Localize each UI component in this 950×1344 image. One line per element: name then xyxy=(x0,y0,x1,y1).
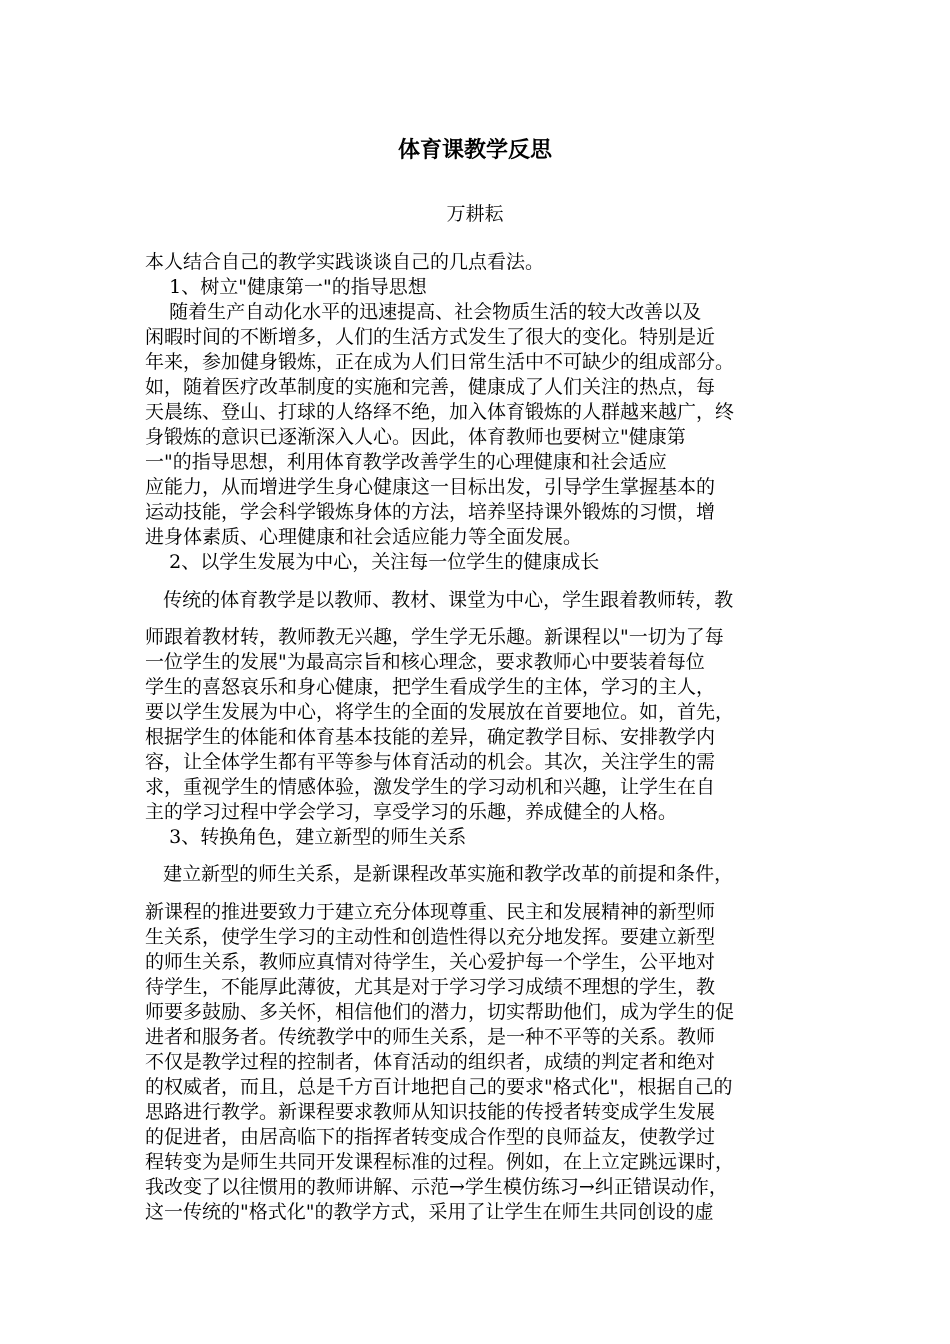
text-line: 求，重视学生的情感体验，激发学生的学习动机和兴趣，让学生在自 xyxy=(145,776,716,798)
text-line: 随着生产自动化水平的迅速提高、社会物质生活的较大改善以及 xyxy=(145,301,702,323)
text-line: 程转变为是师生共同开发课程标准的过程。例如，在上立定跳远课时， xyxy=(145,1151,735,1173)
text-line: 天晨练、登山、打球的人络绎不绝，加入体育锻炼的人群越来越广，终 xyxy=(145,401,735,423)
text-line: 传统的体育教学是以教师、教材、课堂为中心，学生跟着教师转，教 xyxy=(145,589,734,611)
text-line: 身锻炼的意识已逐渐深入人心。因此，体育教师也要树立"健康第 xyxy=(145,426,686,448)
text-line: 学生的喜怒哀乐和身心健康，把学生看成学生的主体，学习的主人， xyxy=(145,676,716,698)
section-heading-1: 1、树立"健康第一"的指导思想 xyxy=(145,276,427,298)
text-line: 我改变了以往惯用的教师讲解、示范→学生模仿练习→纠正错误动作， xyxy=(145,1176,728,1198)
text-line: 新课程的推进要致力于建立充分体现尊重、民主和发展精神的新型师 xyxy=(145,901,716,923)
text-line: 容，让全体学生都有平等参与体育活动的机会。其次，关注学生的需 xyxy=(145,751,716,773)
document-author: 万耕耘 xyxy=(446,203,504,225)
text-line: 建立新型的师生关系，是新课程改革实施和教学改革的前提和条件， xyxy=(145,863,734,885)
text-line: 的权威者，而且，总是千方百计地把自己的要求"格式化"，根据自己的 xyxy=(145,1076,733,1098)
text-line: 思路进行教学。新课程要求教师从知识技能的传授者转变成学生发展 xyxy=(145,1101,716,1123)
text-line: 主的学习过程中学会学习，享受学习的乐趣，养成健全的人格。 xyxy=(145,801,678,823)
text-line: 一"的指导思想，利用体育教学改善学生的心理健康和社会适应 xyxy=(145,451,667,473)
text-line: 的师生关系，教师应真情对待学生，关心爱护每一个学生，公平地对 xyxy=(145,951,716,973)
text-line: 师要多鼓励、多关怀，相信他们的潜力，切实帮助他们，成为学生的促 xyxy=(145,1001,735,1023)
document-title: 体育课教学反思 xyxy=(397,137,552,163)
text-line: 待学生，不能厚此薄彼，尤其是对于学习学习成绩不理想的学生，教 xyxy=(145,976,716,998)
text-line: 进者和服务者。传统教学中的师生关系，是一种不平等的关系。教师 xyxy=(145,1026,716,1048)
text-line: 闲暇时间的不断增多，人们的生活方式发生了很大的变化。特别是近 xyxy=(145,326,716,348)
text-line: 如，随着医疗改革制度的实施和完善，健康成了人们关注的热点，每 xyxy=(145,376,716,398)
text-line: 师跟着教材转，教师教无兴趣，学生学无乐趣。新课程以"一切为了每 xyxy=(145,626,724,648)
section-heading-2: 2、以学生发展为中心，关注每一位学生的健康成长 xyxy=(145,551,600,573)
text-line: 本人结合自己的教学实践谈谈自己的几点看法。 xyxy=(145,251,545,273)
text-line: 一位学生的发展"为最高宗旨和核心理念，要求教师心中要装着每位 xyxy=(145,651,705,673)
text-line: 年来，参加健身锻炼，正在成为人们日常生活中不可缺少的组成部分。 xyxy=(145,351,735,373)
text-line: 不仅是教学过程的控制者，体育活动的组织者，成绩的判定者和绝对 xyxy=(145,1051,716,1073)
text-line: 要以学生发展为中心，将学生的全面的发展放在首要地位。如，首先， xyxy=(145,701,735,723)
text-line: 根据学生的体能和体育基本技能的差异，确定教学目标、安排教学内 xyxy=(145,726,716,748)
section-heading-3: 3、转换角色，建立新型的师生关系 xyxy=(145,826,467,848)
text-line: 运动技能，学会科学锻炼身体的方法，培养坚持课外锻炼的习惯，增 xyxy=(145,501,716,523)
text-line: 这一传统的"格式化"的教学方式，采用了让学生在师生共同创设的虚 xyxy=(145,1201,714,1223)
text-line: 生关系，使学生学习的主动性和创造性得以充分地发挥。要建立新型 xyxy=(145,926,716,948)
text-line: 进身体素质、心理健康和社会适应能力等全面发展。 xyxy=(145,526,583,548)
text-line: 应能力，从而增进学生身心健康这一目标出发，引导学生掌握基本的 xyxy=(145,476,716,498)
text-line: 的促进者，由居高临下的指挥者转变成合作型的良师益友，使教学过 xyxy=(145,1126,716,1148)
